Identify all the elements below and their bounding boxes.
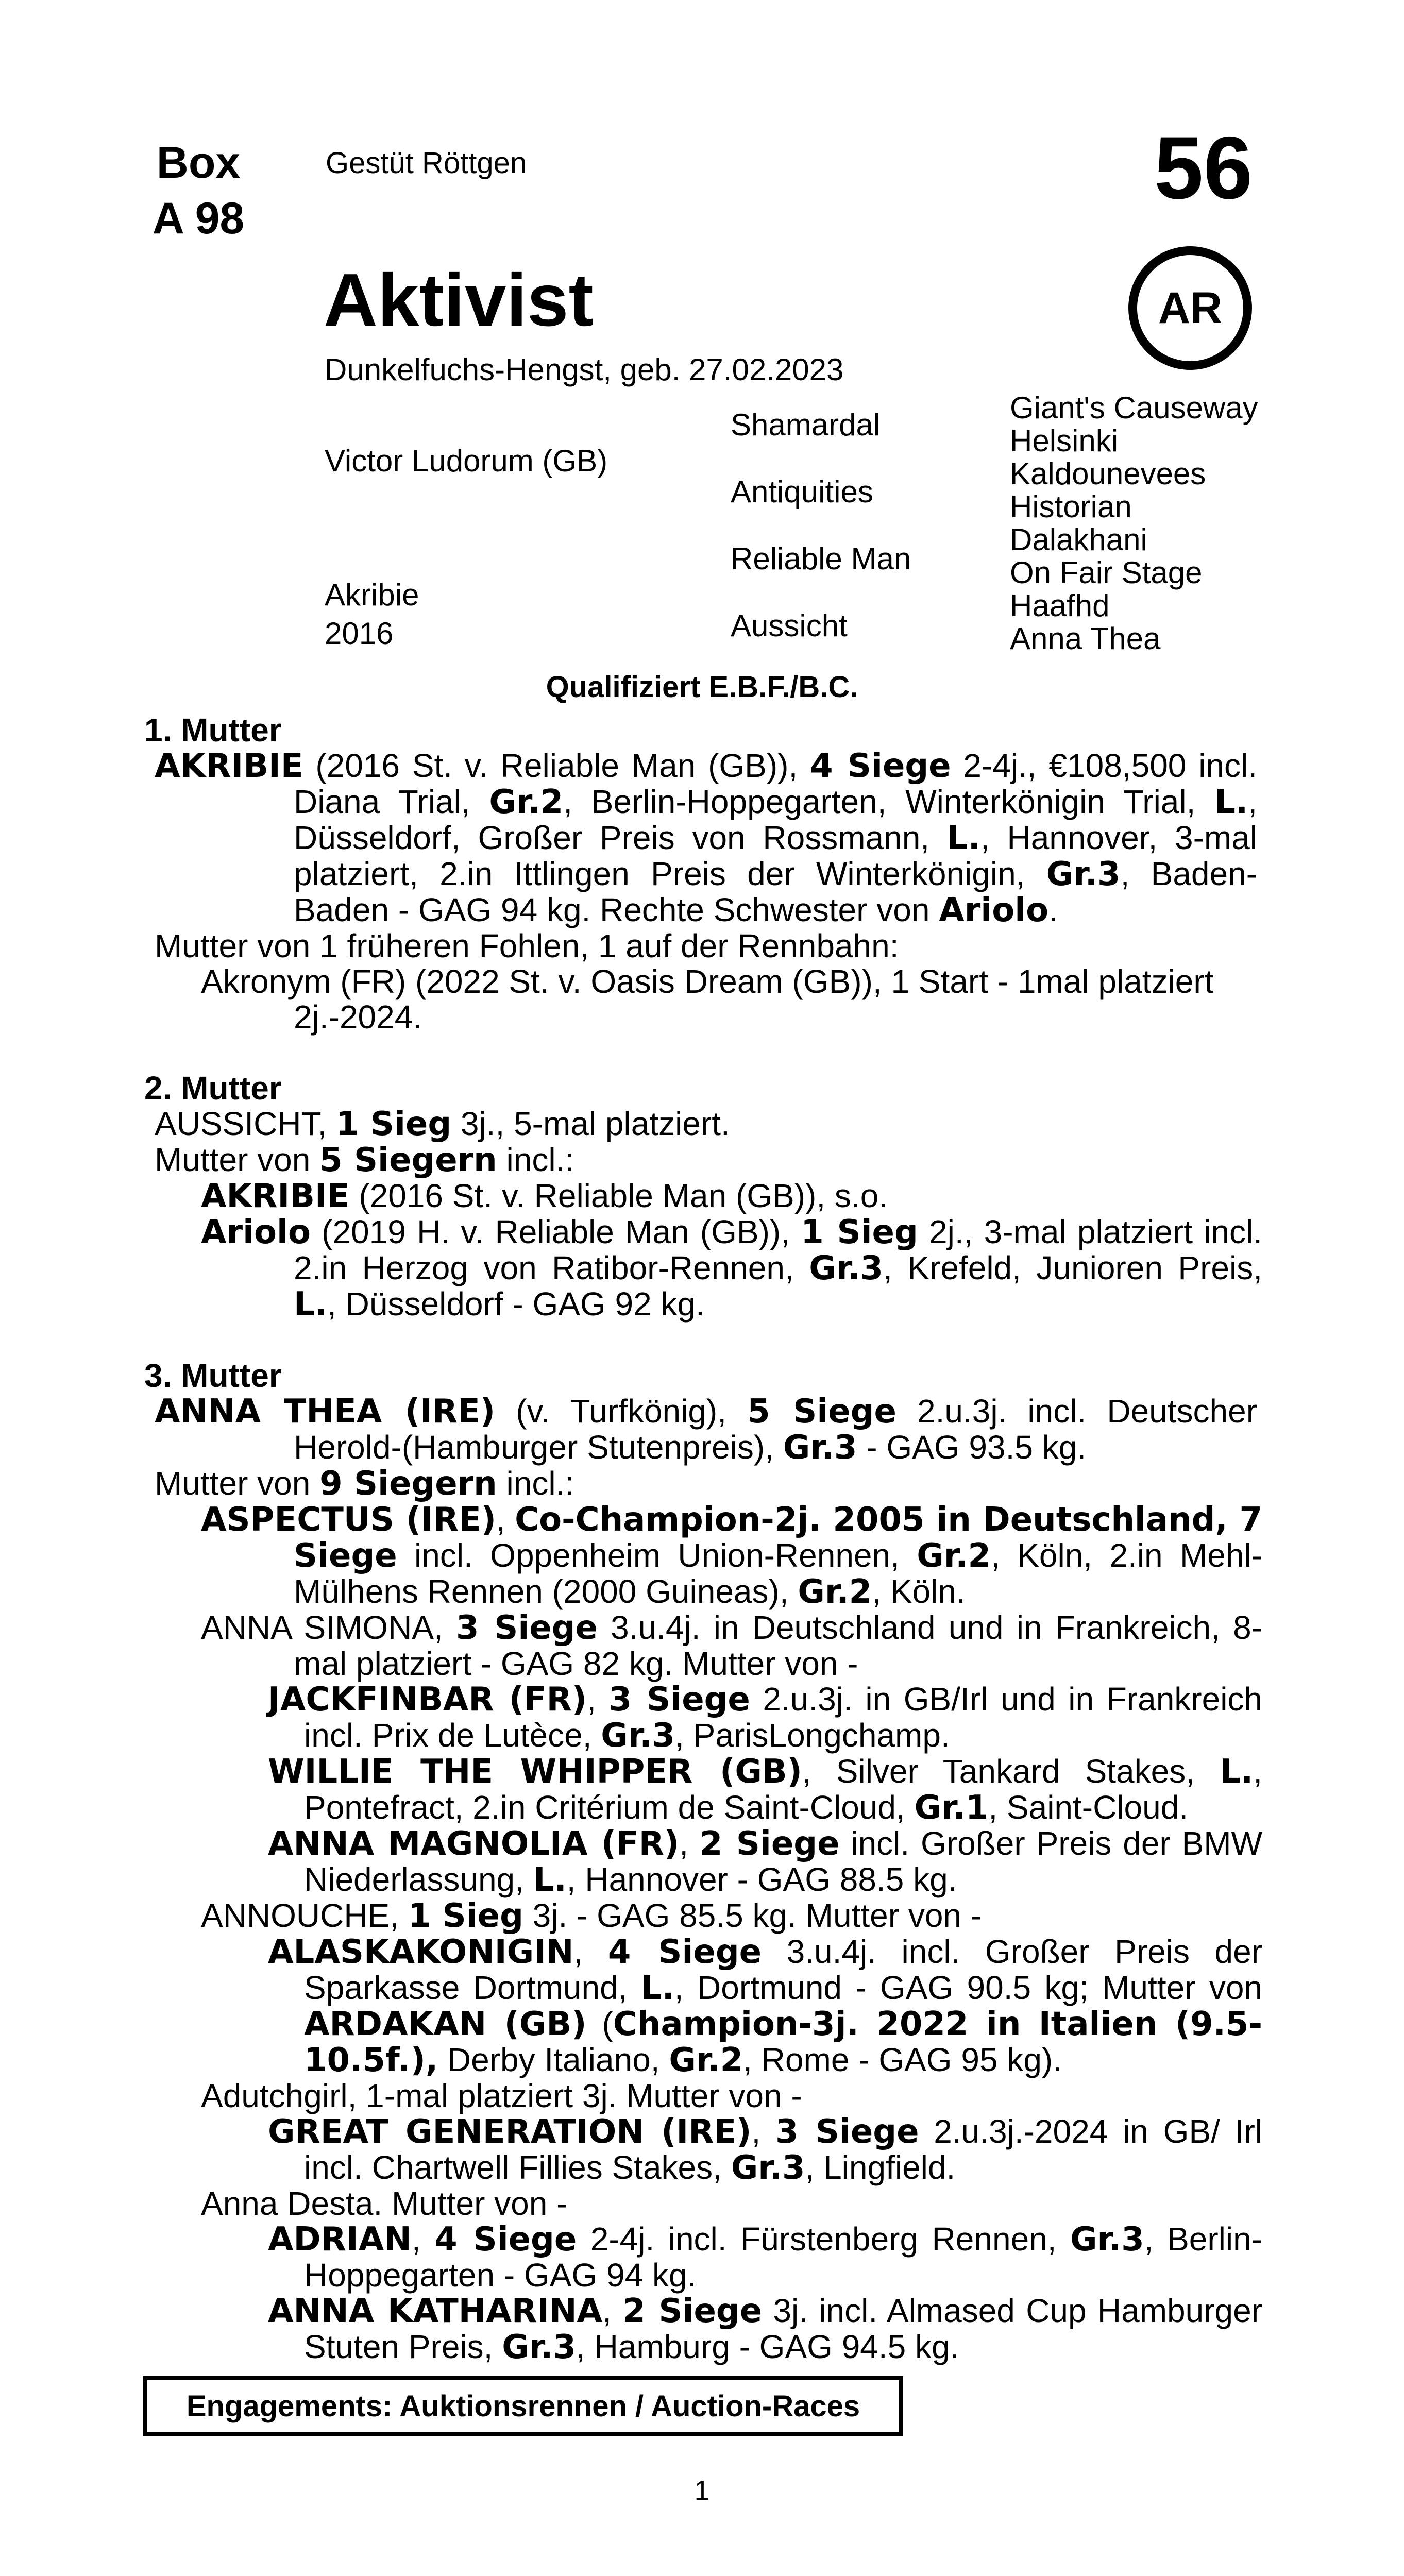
produce-entry: AKRIBIE (2016 St. v. Reliable Man (GB)), s.o. (201, 1177, 888, 1215)
qualification: Qualifiziert E.B.F./B.C. (546, 670, 858, 704)
pedigree-g3: Dalakhani (1010, 522, 1147, 557)
dam-entry: AKRIBIE (2016 St. v. Reliable Man (GB)), 4 Siege 2-4j., €108,500 incl. Diana Trial, Gr.2, Berlin-Hoppegarten, Winterkönigin Trial, L., Düsseldorf, Großer Preis von Rossmann, L., Hannover, 3-mal platziert, 2.in Ittlingen Preis der Winterkönigin, Gr.3, Baden-Baden - GAG 94 kg. Rechte Schwester von Ariolo. (155, 747, 1258, 929)
pedigree-g3: Anna Thea (1010, 621, 1161, 656)
box-label: Box (156, 138, 241, 188)
produce-entry: Akronym (FR) (2022 St. v. Oasis Dream (GB)), 1 Start - 1mal platziert 2j.-2024. (201, 963, 1214, 1036)
section-heading-third-dam: 3. Mutter (144, 1357, 282, 1394)
engagements-box (143, 2376, 903, 2436)
produce-entry: GREAT GENERATION (IRE), 3 Siege 2.u.3j.-2024 in GB/ Irl incl. Chartwell Fillies Stakes, Gr.3, Lingfield. (268, 2113, 1262, 2187)
pedigree-third-generation (1010, 392, 1258, 655)
pedigree-sire-sire: Shamardal (731, 408, 881, 442)
pedigree-dam-year: 2016 (325, 616, 394, 651)
produce-entry: ANNA KATHARINA, 2 Siege 3j. incl. Almased Cup Hamburger Stuten Preis, Gr.3, Hamburg - GAG 94.5 kg. (268, 2292, 1263, 2366)
produce-entry: ALASKAKONIGIN, 4 Siege 3.u.4j. incl. Großer Preis der Sparkasse Dortmund, L., Dortmund - GAG 90.5 kg; Mutter von ARDAKAN (GB) (Champion-3j. 2022 in Italien (9.5-10.5f.), Derby Italiano, Gr.2, Rome - GAG 95 kg). (268, 1933, 1263, 2079)
engagements-text: Engagements: Auktionsrennen / Auction-Races (186, 2389, 860, 2423)
second-dam-entry: AUSSICHT, 1 Sieg 3j., 5-mal platziert. (155, 1105, 730, 1143)
ar-badge (1128, 246, 1252, 370)
stud-name: Gestüt Röttgen (326, 146, 527, 180)
section-heading-first-dam: 1. Mutter (144, 711, 282, 749)
produce-entry: WILLIE THE WHIPPER (GB), Silver Tankard Stakes, L., Pontefract, 2.in Critérium de Saint-Cloud, Gr.1, Saint-Cloud. (268, 1753, 1263, 1827)
produce-entry: ADRIAN, 4 Siege 2-4j. incl. Fürstenberg Rennen, Gr.3, Berlin-Hoppegarten - GAG 94 kg. (268, 2221, 1263, 2294)
produce-entry: ASPECTUS (IRE), Co-Champion-2j. 2005 in Deutschland, 7 Siege incl. Oppenheim Union-Rennen, Gr.2, Köln, 2.in Mehl-Mülhens Rennen (2000 Guineas), Gr.2, Köln. (201, 1501, 1263, 1611)
pedigree-sire: Victor Ludorum (GB) (325, 444, 608, 478)
box-number: A 98 (152, 194, 245, 243)
produce-entry: ANNA MAGNOLIA (FR), 2 Siege incl. Großer Preis der BMW Niederlassung, L., Hannover - GAG 88.5 kg. (268, 1825, 1263, 1899)
produce-entry: ANNOUCHE, 1 Sieg 3j. - GAG 85.5 kg. Mutter von - (201, 1897, 982, 1935)
pedigree-g3: Kaldounevees (1010, 456, 1206, 491)
pedigree-g3: Historian (1010, 489, 1132, 524)
box-info (144, 135, 252, 246)
produce-entry: ANNA SIMONA, 3 Siege 3.u.4j. in Deutschland und in Frankreich, 8-mal platziert - GAG 82 kg. Mutter von - (201, 1609, 1263, 1682)
catalogue-text (144, 713, 1262, 2365)
horse-description: Dunkelfuchs-Hengst, geb. 27.02.2023 (325, 352, 844, 387)
produce-entry: JACKFINBAR (FR), 3 Siege 2.u.3j. in GB/Irl und in Frankreich incl. Prix de Lutèce, Gr.3, ParisLongchamp. (268, 1681, 1263, 1755)
pedigree-g3: On Fair Stage (1010, 555, 1203, 590)
page-number: 1 (694, 2475, 710, 2506)
ar-badge-text: AR (1158, 283, 1223, 333)
pedigree-g3: Helsinki (1010, 423, 1119, 458)
produce-entry: Anna Desta. Mutter von - (201, 2185, 568, 2222)
pedigree-g3: Giant's Causeway (1010, 391, 1258, 425)
third-dam-entry: ANNA THEA (IRE) (v. Turfkönig), 5 Siege 2.u.3j. incl. Deutscher Herold-(Hamburger Stutenpreis), Gr.3 - GAG 93.5 kg. (155, 1393, 1258, 1467)
dam-produce-summary: Mutter von 1 früheren Fohlen, 1 auf der Rennbahn: (155, 927, 899, 964)
pedigree-sire-dam: Antiquities (731, 474, 873, 509)
produce-entry: Adutchgirl, 1-mal platziert 3j. Mutter von - (201, 2077, 802, 2114)
pedigree-dam-sire: Reliable Man (731, 541, 911, 576)
pedigree-g3: Haafhd (1010, 588, 1110, 623)
section-heading-second-dam: 2. Mutter (144, 1070, 282, 1107)
horse-name: Aktivist (324, 258, 594, 342)
pedigree-dam-dam: Aussicht (731, 608, 848, 643)
second-dam-produce-summary: Mutter von 5 Siegern incl.: (155, 1141, 574, 1179)
third-dam-produce-summary: Mutter von 9 Siegern incl.: (155, 1465, 574, 1503)
lot-number: 56 (1154, 118, 1253, 217)
produce-entry: Ariolo (2019 H. v. Reliable Man (GB)), 1 Sieg 2j., 3-mal platziert incl. 2.in Herzog von Ratibor-Rennen, Gr.3, Krefeld, Junioren Preis, L., Düsseldorf - GAG 92 kg. (201, 1213, 1263, 1324)
pedigree-dam: Akribie (325, 578, 419, 612)
